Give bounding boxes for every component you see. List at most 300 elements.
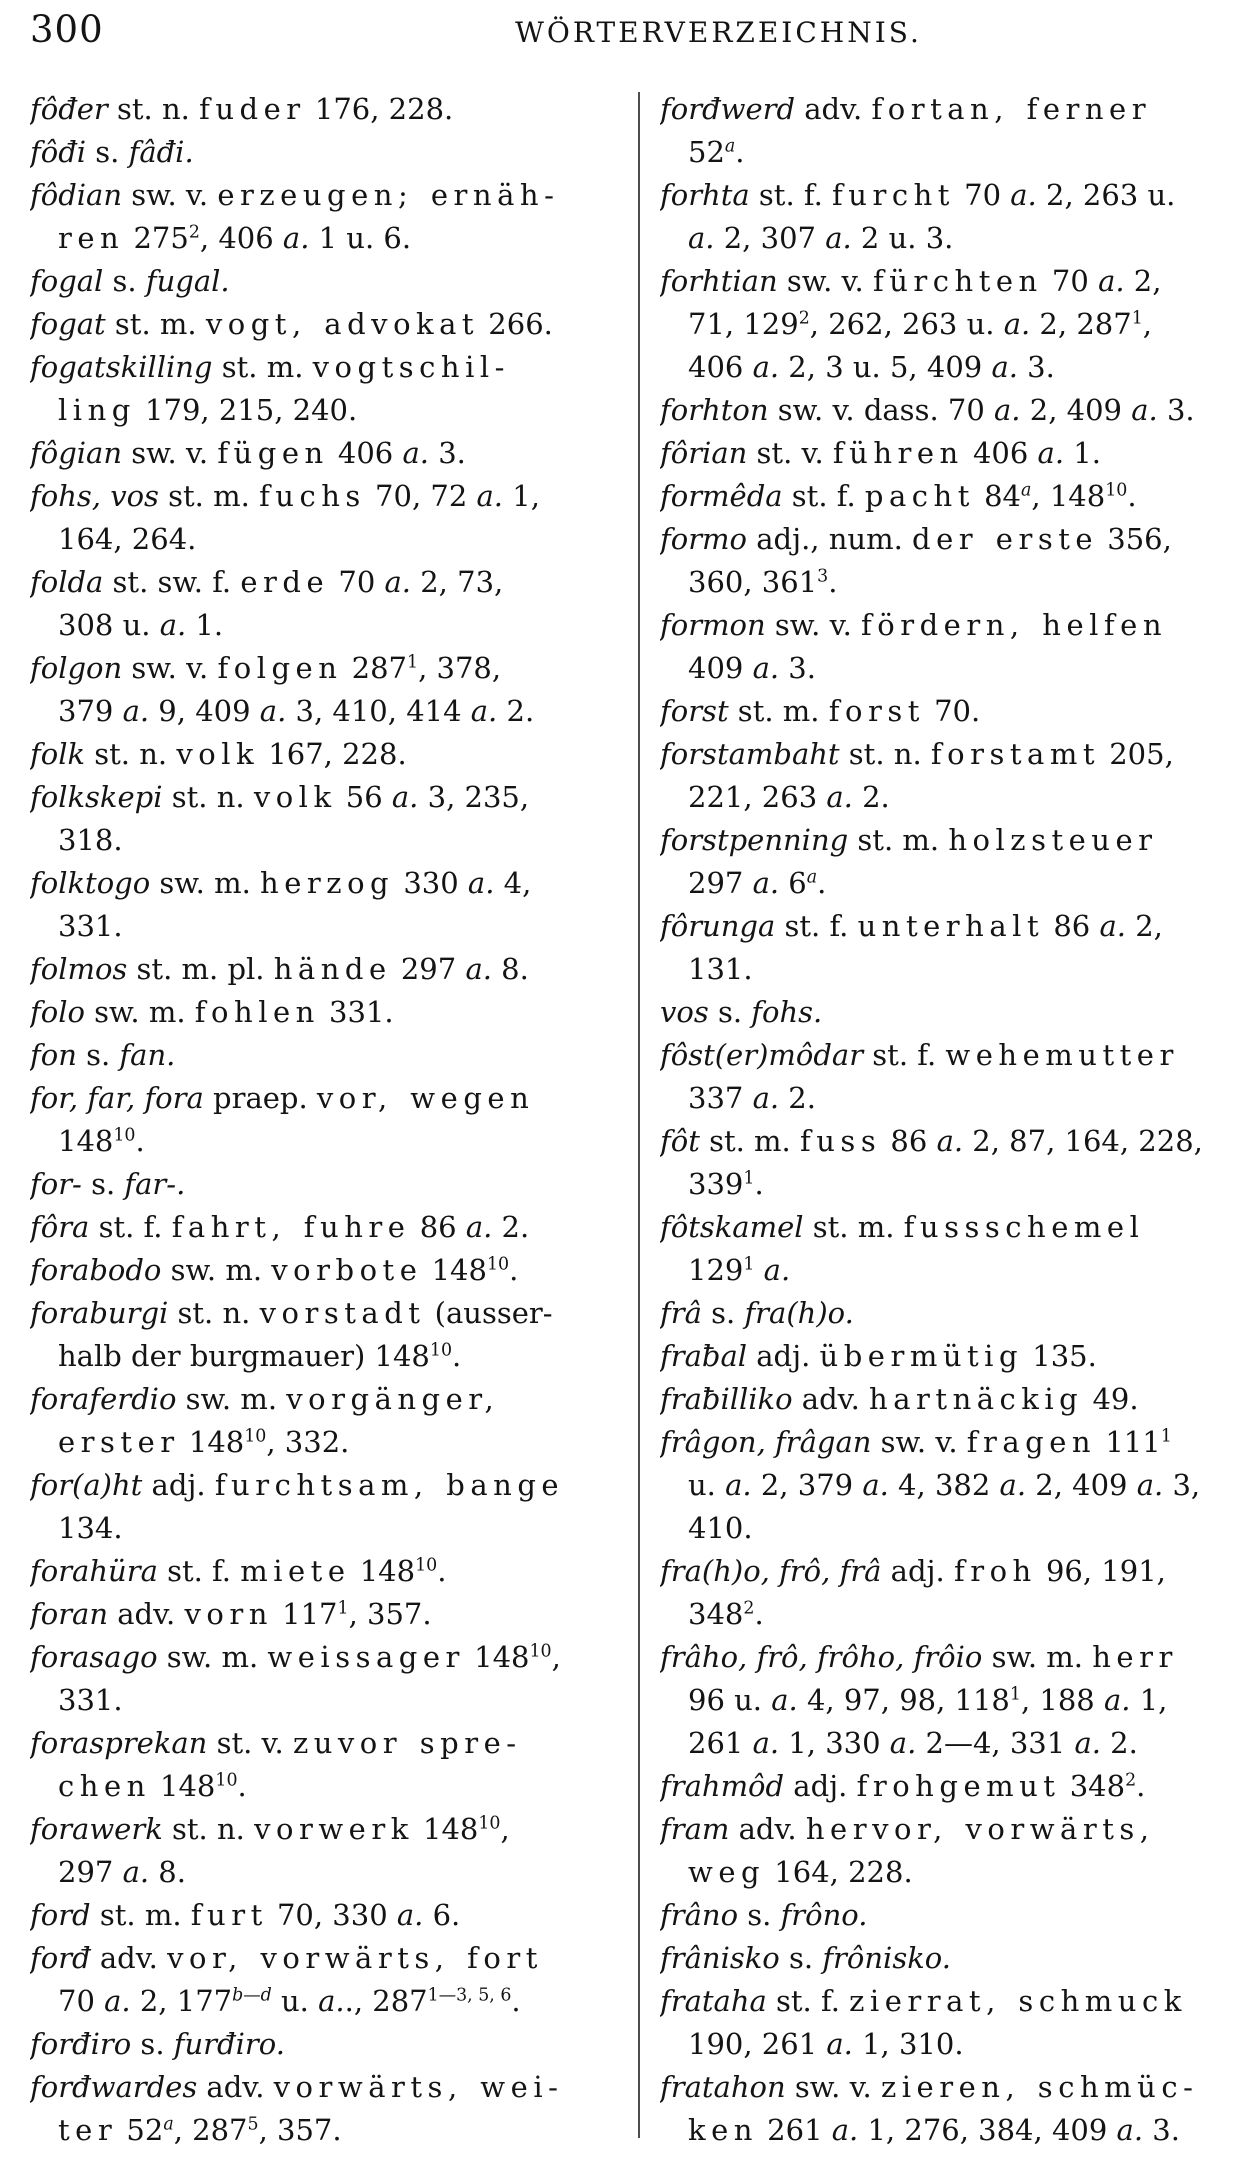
- headword-or-italic-text: a.: [467, 866, 495, 900]
- reference-text: 3,: [1163, 1468, 1201, 1502]
- dictionary-entry: [660, 1292, 1244, 1335]
- reference-text: , 287: [173, 2113, 248, 2147]
- gloss-text: vorbote: [271, 1253, 423, 1287]
- reference-text: 70: [954, 178, 1011, 212]
- dictionary-entry: [30, 1077, 626, 1163]
- reference-superscript: 1: [743, 1168, 755, 1189]
- dictionary-entry: [30, 862, 626, 948]
- headword-or-italic-text: fôdian: [30, 178, 122, 212]
- dictionary-entry: [660, 2066, 1244, 2152]
- headword-or-italic-text: a.: [1074, 1726, 1101, 1760]
- reference-text: st. f.: [863, 1038, 946, 1072]
- dictionary-entry: [660, 1034, 1244, 1120]
- headword-or-italic-text: a.: [725, 1468, 752, 1502]
- reference-superscript: 10: [486, 1254, 510, 1275]
- headword-or-italic-text: fraƀilliko: [660, 1382, 793, 1416]
- headword-or-italic-text: folo: [30, 995, 85, 1029]
- reference-text: 339: [688, 1167, 744, 1201]
- reference-text: 331.: [58, 1683, 123, 1717]
- gloss-text: vogtschil-: [312, 350, 510, 384]
- dictionary-entry: [660, 518, 1244, 604]
- headword-or-italic-text: a.: [465, 952, 492, 986]
- headword-or-italic-text: fôst(er)môdar: [660, 1038, 864, 1072]
- headword-or-italic-text: fôđi: [30, 135, 87, 169]
- gloss-text: hände: [273, 952, 392, 986]
- headword-or-italic-text: a.: [1116, 2113, 1144, 2147]
- reference-text: 2 u. 3.: [851, 221, 954, 255]
- dictionary-entry: [30, 1593, 626, 1636]
- gloss-text: fragen: [966, 1425, 1097, 1459]
- reference-text: ,: [500, 1812, 510, 1846]
- reference-text: .: [509, 1253, 519, 1287]
- reference-text: .: [1136, 1769, 1146, 1803]
- headword-or-italic-text: forđ: [30, 1941, 91, 1975]
- headword-or-italic-text: formo: [660, 522, 748, 556]
- gloss-text: ter: [58, 2113, 118, 2147]
- reference-text: 135.: [1023, 1339, 1097, 1373]
- reference-superscript: 3: [817, 566, 829, 587]
- reference-text: , 188: [1020, 1683, 1104, 1717]
- gloss-text: fahrt, fuhre: [171, 1210, 411, 1244]
- reference-superscript: 10: [215, 1770, 238, 1791]
- dictionary-entry: [660, 733, 1244, 819]
- reference-text: 96, 191,: [1036, 1554, 1166, 1588]
- headword-or-italic-text: foraferdio: [30, 1382, 177, 1416]
- reference-text: 348: [688, 1597, 744, 1631]
- dictionary-entry: [30, 1464, 626, 1550]
- reference-text: sw. m.: [161, 1253, 272, 1287]
- column-divider-rule: [638, 92, 640, 2138]
- headword-or-italic-text: a.: [752, 1081, 780, 1115]
- reference-text: 52: [117, 2113, 164, 2147]
- reference-text: .: [237, 1769, 247, 1803]
- dictionary-entry: [30, 2023, 626, 2066]
- reference-superscript: a: [724, 136, 736, 157]
- headword-or-italic-text: a.: [889, 1726, 917, 1760]
- headword-or-italic-text: a.: [476, 479, 504, 513]
- reference-text: 70.: [924, 694, 981, 728]
- reference-text: sw. m.: [157, 1640, 268, 1674]
- reference-text: 360, 361: [688, 565, 818, 599]
- reference-text: st. m.: [158, 479, 260, 513]
- headword-or-italic-text: a.: [771, 1683, 798, 1717]
- reference-text: 275: [124, 221, 189, 255]
- headword-or-italic-text: forhta: [660, 178, 750, 212]
- headword-or-italic-text: a.: [826, 2027, 853, 2061]
- reference-text: st. f.: [782, 479, 865, 513]
- reference-text: adv.: [197, 2070, 274, 2104]
- reference-text: 6.: [423, 1898, 461, 1932]
- gloss-text: pacht: [864, 479, 975, 513]
- dictionary-entry: [660, 1421, 1244, 1550]
- dictionary-entry: [660, 819, 1244, 905]
- reference-text: st. n.: [107, 92, 200, 126]
- headword-or-italic-text: a.: [752, 866, 780, 900]
- reference-text: 2, 287: [1030, 307, 1132, 341]
- headword-or-italic-text: a.: [1131, 393, 1158, 427]
- gloss-text: erzeugen; ernäh-: [217, 178, 560, 212]
- reference-text: adj.: [881, 1554, 954, 1588]
- reference-text: 52: [688, 135, 725, 169]
- reference-text: 148: [58, 1124, 114, 1158]
- reference-superscript: 10: [244, 1426, 267, 1447]
- headword-or-italic-text: frataha: [660, 1984, 767, 2018]
- reference-text: u.: [688, 1468, 726, 1502]
- headword-or-italic-text: fâđi.: [128, 135, 194, 169]
- reference-text: sw. v.: [777, 264, 873, 298]
- gloss-text: weissager: [267, 1640, 465, 1674]
- dictionary-entry: [660, 475, 1244, 518]
- reference-text: st. sw. f.: [103, 565, 241, 599]
- reference-text: 297: [688, 866, 753, 900]
- headword-or-italic-text: a.: [122, 1855, 150, 1889]
- dictionary-entry: [30, 1378, 626, 1464]
- reference-text: .: [754, 1597, 764, 1631]
- reference-text: , 148: [1031, 479, 1106, 513]
- reference-text: 2, 409: [1020, 393, 1132, 427]
- reference-superscript: a: [1021, 480, 1032, 501]
- headword-or-italic-text: a.: [318, 1984, 345, 2018]
- headword-or-italic-text: foran: [30, 1597, 109, 1631]
- reference-text: ., 287: [344, 1984, 428, 2018]
- headword-or-italic-text: folda: [30, 565, 104, 599]
- gloss-text: wehemutter: [945, 1038, 1179, 1072]
- gloss-text: vorgänger,: [286, 1382, 500, 1416]
- headword-or-italic-text: a.: [1103, 1683, 1131, 1717]
- reference-text: 1,: [1130, 1683, 1168, 1717]
- reference-text: 148: [179, 1425, 245, 1459]
- headword-or-italic-text: fohs.: [751, 995, 823, 1029]
- reference-text: st. n.: [162, 780, 254, 814]
- headword-or-italic-text: fôrunga: [660, 909, 776, 943]
- reference-text: .: [135, 1124, 145, 1158]
- dictionary-entry: [30, 647, 626, 733]
- headword-or-italic-text: a.: [752, 651, 780, 685]
- gloss-text: volk: [253, 780, 337, 814]
- reference-text: .: [452, 1339, 462, 1373]
- reference-text: , 332.: [266, 1425, 350, 1459]
- reference-text: 86: [410, 1210, 466, 1244]
- dictionary-entry: [660, 905, 1244, 991]
- reference-text: st. v.: [747, 436, 833, 470]
- reference-text: halb der burgmauer) 148: [58, 1339, 430, 1373]
- reference-text: st. f.: [157, 1554, 241, 1588]
- dictionary-entry: [660, 604, 1244, 690]
- reference-text: 2.: [1100, 1726, 1138, 1760]
- reference-text: st. f.: [749, 178, 833, 212]
- headword-or-italic-text: a.: [282, 221, 310, 255]
- dictionary-entry: [30, 991, 626, 1034]
- gloss-text: ren: [58, 221, 125, 255]
- reference-text: 2, 409: [1026, 1468, 1137, 1502]
- headword-or-italic-text: frôno.: [780, 1898, 868, 1932]
- reference-text: 2, 73,: [411, 565, 504, 599]
- gloss-text: fürchten: [872, 264, 1043, 298]
- dictionary-entry: [30, 1937, 626, 2023]
- headword-or-italic-text: fogat: [30, 307, 106, 341]
- reference-superscript: 2: [743, 1598, 755, 1619]
- gloss-text: fuss: [800, 1124, 882, 1158]
- reference-text: sw. v.: [122, 436, 218, 470]
- headword-or-italic-text: a.: [991, 350, 1018, 384]
- dictionary-entry: [660, 174, 1244, 260]
- reference-text: .: [437, 1554, 447, 1588]
- reference-text: 2.: [492, 1210, 530, 1244]
- dictionary-entry: [30, 1163, 626, 1206]
- headword-or-italic-text: fugal.: [145, 264, 230, 298]
- reference-text: ,: [1142, 307, 1152, 341]
- headword-or-italic-text: fogatskilling: [30, 350, 213, 384]
- reference-text: , 378,: [418, 651, 502, 685]
- reference-text: adv.: [90, 1941, 168, 1975]
- reference-text: 179, 215, 240.: [135, 393, 358, 427]
- reference-text: s.: [86, 135, 129, 169]
- reference-text: sw. m.: [84, 995, 195, 1029]
- dictionary-entry: [660, 690, 1244, 733]
- reference-text: 4, 97, 98, 118: [797, 1683, 1010, 1717]
- gloss-text: fohlen: [194, 995, 320, 1029]
- reference-text: 2,: [1124, 264, 1162, 298]
- gloss-text: weg: [688, 1855, 766, 1889]
- reference-text: ,: [551, 1640, 561, 1674]
- reference-text: sw. v.: [785, 2070, 881, 2104]
- reference-text: 70, 72: [365, 479, 477, 513]
- gloss-text: fuder: [199, 92, 306, 126]
- reference-text: adj., num.: [747, 522, 913, 556]
- gloss-text: erde: [240, 565, 330, 599]
- headword-or-italic-text: folmos: [30, 952, 128, 986]
- reference-text: 134.: [58, 1511, 123, 1545]
- gloss-text: der erste: [912, 522, 1099, 556]
- reference-text: .: [1127, 479, 1137, 513]
- gloss-text: vorn: [184, 1597, 273, 1631]
- headword-or-italic-text: formêda: [660, 479, 783, 513]
- reference-text: st. n.: [85, 737, 177, 771]
- reference-text: s.: [708, 995, 752, 1029]
- left-column: [30, 88, 626, 2152]
- dictionary-entry: [30, 2066, 626, 2152]
- reference-superscript: 1: [1160, 1426, 1172, 1447]
- gloss-text: chen: [58, 1769, 151, 1803]
- reference-text: 3.: [1143, 2113, 1180, 2147]
- reference-text: 2—4, 331: [916, 1726, 1075, 1760]
- dictionary-entry: [660, 1636, 1244, 1765]
- headword-or-italic-text: a.: [752, 1726, 780, 1760]
- reference-superscript: 5: [247, 2114, 259, 2135]
- gloss-text: miete: [240, 1554, 351, 1588]
- dictionary-entry: [660, 260, 1244, 389]
- reference-text: 3.: [779, 651, 816, 685]
- headword-or-italic-text: fogal: [30, 264, 104, 298]
- dictionary-entry: [660, 1550, 1244, 1636]
- reference-text: 1, 330: [779, 1726, 890, 1760]
- headword-or-italic-text: a.: [862, 1468, 889, 1502]
- dictionary-entry: [30, 303, 626, 346]
- gloss-text: ken: [688, 2113, 758, 2147]
- dictionary-entry: [30, 1894, 626, 1937]
- reference-text: 1.: [1064, 436, 1101, 470]
- gloss-text: zuvor spre-: [292, 1726, 522, 1760]
- reference-text: , 262, 263 u.: [809, 307, 1004, 341]
- reference-text: 164, 264.: [58, 522, 197, 556]
- reference-text: sw. v. dass. 70: [768, 393, 995, 427]
- headword-or-italic-text: a.: [999, 1468, 1027, 1502]
- headword-or-italic-text: a.: [465, 1210, 493, 1244]
- reference-text: adv.: [108, 1597, 185, 1631]
- headword-or-italic-text: frâ: [660, 1296, 702, 1330]
- reference-text: 409: [688, 651, 753, 685]
- dictionary-entry: [660, 1894, 1244, 1937]
- page-number: 300: [30, 8, 104, 51]
- running-head-title: WÖRTERVERZEICHNIS.: [515, 16, 922, 49]
- reference-text: 406: [328, 436, 403, 470]
- gloss-text: furt: [190, 1898, 268, 1932]
- reference-superscript: 2: [188, 222, 200, 243]
- reference-text: 2, 379: [751, 1468, 863, 1502]
- headword-or-italic-text: a.: [470, 694, 498, 728]
- headword-or-italic-text: frâno: [660, 1898, 739, 1932]
- reference-text: adj.: [784, 1769, 857, 1803]
- dictionary-entry: [30, 1206, 626, 1249]
- gloss-text: hartnäckig: [869, 1382, 1084, 1416]
- reference-superscript: 2: [798, 308, 810, 329]
- reference-text: 261: [688, 1726, 753, 1760]
- reference-text: st. v.: [207, 1726, 293, 1760]
- gloss-text: fördern, helfen: [861, 608, 1168, 642]
- reference-text: .: [754, 1167, 764, 1201]
- reference-text: 3, 235,: [418, 780, 530, 814]
- headword-or-italic-text: a.: [936, 1124, 964, 1158]
- reference-text: st. m.: [105, 307, 206, 341]
- headword-or-italic-text: frahmôd: [660, 1769, 785, 1803]
- headword-or-italic-text: a.: [402, 436, 429, 470]
- reference-text: 331.: [319, 995, 394, 1029]
- reference-text: 221, 263: [688, 780, 827, 814]
- gloss-text: hervor, vorwärts,: [805, 1812, 1155, 1846]
- reference-text: 2.: [852, 780, 890, 814]
- headword-or-italic-text: forđiro: [30, 2027, 132, 2061]
- reference-text: sw. m.: [150, 866, 261, 900]
- reference-superscript: 10: [113, 1125, 136, 1146]
- reference-text: 148: [413, 1812, 479, 1846]
- reference-text: 148: [464, 1640, 530, 1674]
- reference-text: 410.: [688, 1511, 753, 1545]
- reference-text: st. m.: [728, 694, 829, 728]
- headword-or-italic-text: forahüra: [30, 1554, 158, 1588]
- headword-or-italic-text: folktogo: [30, 866, 151, 900]
- reference-text: st. m.: [212, 350, 313, 384]
- dictionary-entry: [660, 991, 1244, 1034]
- headword-or-italic-text: a.: [688, 221, 715, 255]
- reference-text: 70: [329, 565, 385, 599]
- headword-or-italic-text: a.: [825, 221, 852, 255]
- reference-text: 2.: [779, 1081, 816, 1115]
- headword-or-italic-text: a.: [1099, 909, 1126, 943]
- dictionary-entry: [660, 432, 1244, 475]
- reference-text: 266.: [479, 307, 553, 341]
- dictionary-entry: [660, 1808, 1244, 1894]
- gloss-text: volk: [176, 737, 260, 771]
- reference-superscript: 10: [1105, 480, 1128, 501]
- headword-or-italic-text: a.: [994, 393, 1021, 427]
- reference-text: sw. v.: [765, 608, 862, 642]
- dictionary-entry: [30, 776, 626, 862]
- gloss-text: übermütig: [819, 1339, 1024, 1373]
- headword-or-italic-text: for, far, fora: [30, 1081, 204, 1115]
- headword-or-italic-text: a.: [104, 1984, 131, 2018]
- reference-text: 70, 330: [267, 1898, 397, 1932]
- reference-text: 129: [688, 1253, 744, 1287]
- headword-or-italic-text: a.: [1136, 1468, 1164, 1502]
- headword-or-italic-text: fôra: [30, 1210, 90, 1244]
- reference-text: st. m.: [90, 1898, 191, 1932]
- reference-text: 148: [422, 1253, 487, 1287]
- reference-superscript: 10: [415, 1555, 438, 1576]
- reference-superscript: 1—3, 5, 6: [427, 1985, 512, 2006]
- reference-text: 49.: [1083, 1382, 1139, 1416]
- reference-text: 9, 409: [149, 694, 260, 728]
- right-column: [660, 88, 1244, 2152]
- reference-text: sw. v.: [122, 651, 218, 685]
- headword-or-italic-text: fôgian: [30, 436, 122, 470]
- reference-text: 379: [58, 694, 123, 728]
- gloss-text: furcht: [832, 178, 955, 212]
- reference-text: 117: [272, 1597, 338, 1631]
- reference-text: 1, 276, 384, 409: [858, 2113, 1117, 2147]
- reference-superscript: 10: [529, 1641, 552, 1662]
- dictionary-entry: [660, 1335, 1244, 1378]
- reference-text: 6: [779, 866, 807, 900]
- headword-or-italic-text: forstambaht: [660, 737, 840, 771]
- reference-text: 176, 228.: [305, 92, 454, 126]
- headword-or-italic-text: forawerk: [30, 1812, 163, 1846]
- reference-text: sw. v.: [871, 1425, 967, 1459]
- reference-text: 148: [150, 1769, 216, 1803]
- reference-text: 4, 382: [888, 1468, 1000, 1502]
- gloss-text: frohgemut: [856, 1769, 1061, 1803]
- headword-or-italic-text: fohs, vos: [30, 479, 159, 513]
- dictionary-entry: [30, 733, 626, 776]
- reference-text: 2,: [1125, 909, 1163, 943]
- reference-text: 70: [1042, 264, 1099, 298]
- headword-or-italic-text: frâho, frô, frôho, frôio: [660, 1640, 983, 1674]
- reference-text: 356,: [1098, 522, 1172, 556]
- headword-or-italic-text: fraƀal: [660, 1339, 748, 1373]
- reference-text: (ausser-: [425, 1296, 553, 1330]
- reference-superscript: 1: [1009, 1684, 1021, 1705]
- headword-or-italic-text: a.: [754, 1253, 791, 1287]
- gloss-text: vor, wegen: [316, 1081, 535, 1115]
- reference-text: s.: [738, 1898, 781, 1932]
- reference-text: 308 u.: [58, 608, 160, 642]
- gloss-text: zierrat, schmuck: [849, 1984, 1187, 2018]
- headword-or-italic-text: furđiro.: [173, 2027, 285, 2061]
- reference-text: 1, 310.: [852, 2027, 964, 2061]
- headword-or-italic-text: for(a)ht: [30, 1468, 143, 1502]
- gloss-text: erster: [58, 1425, 180, 1459]
- headword-or-italic-text: forhton: [660, 393, 769, 427]
- headword-or-italic-text: folgon: [30, 651, 123, 685]
- reference-text: 2.: [497, 694, 535, 728]
- gloss-text: forst: [828, 694, 925, 728]
- headword-or-italic-text: fratahon: [660, 2070, 786, 2104]
- reference-superscript: 1: [407, 652, 419, 673]
- reference-text: 406: [688, 350, 753, 384]
- reference-text: , 406: [199, 221, 283, 255]
- gloss-text: forstamt: [930, 737, 1101, 771]
- reference-text: 70: [58, 1984, 105, 2018]
- reference-text: 164, 228.: [765, 1855, 913, 1889]
